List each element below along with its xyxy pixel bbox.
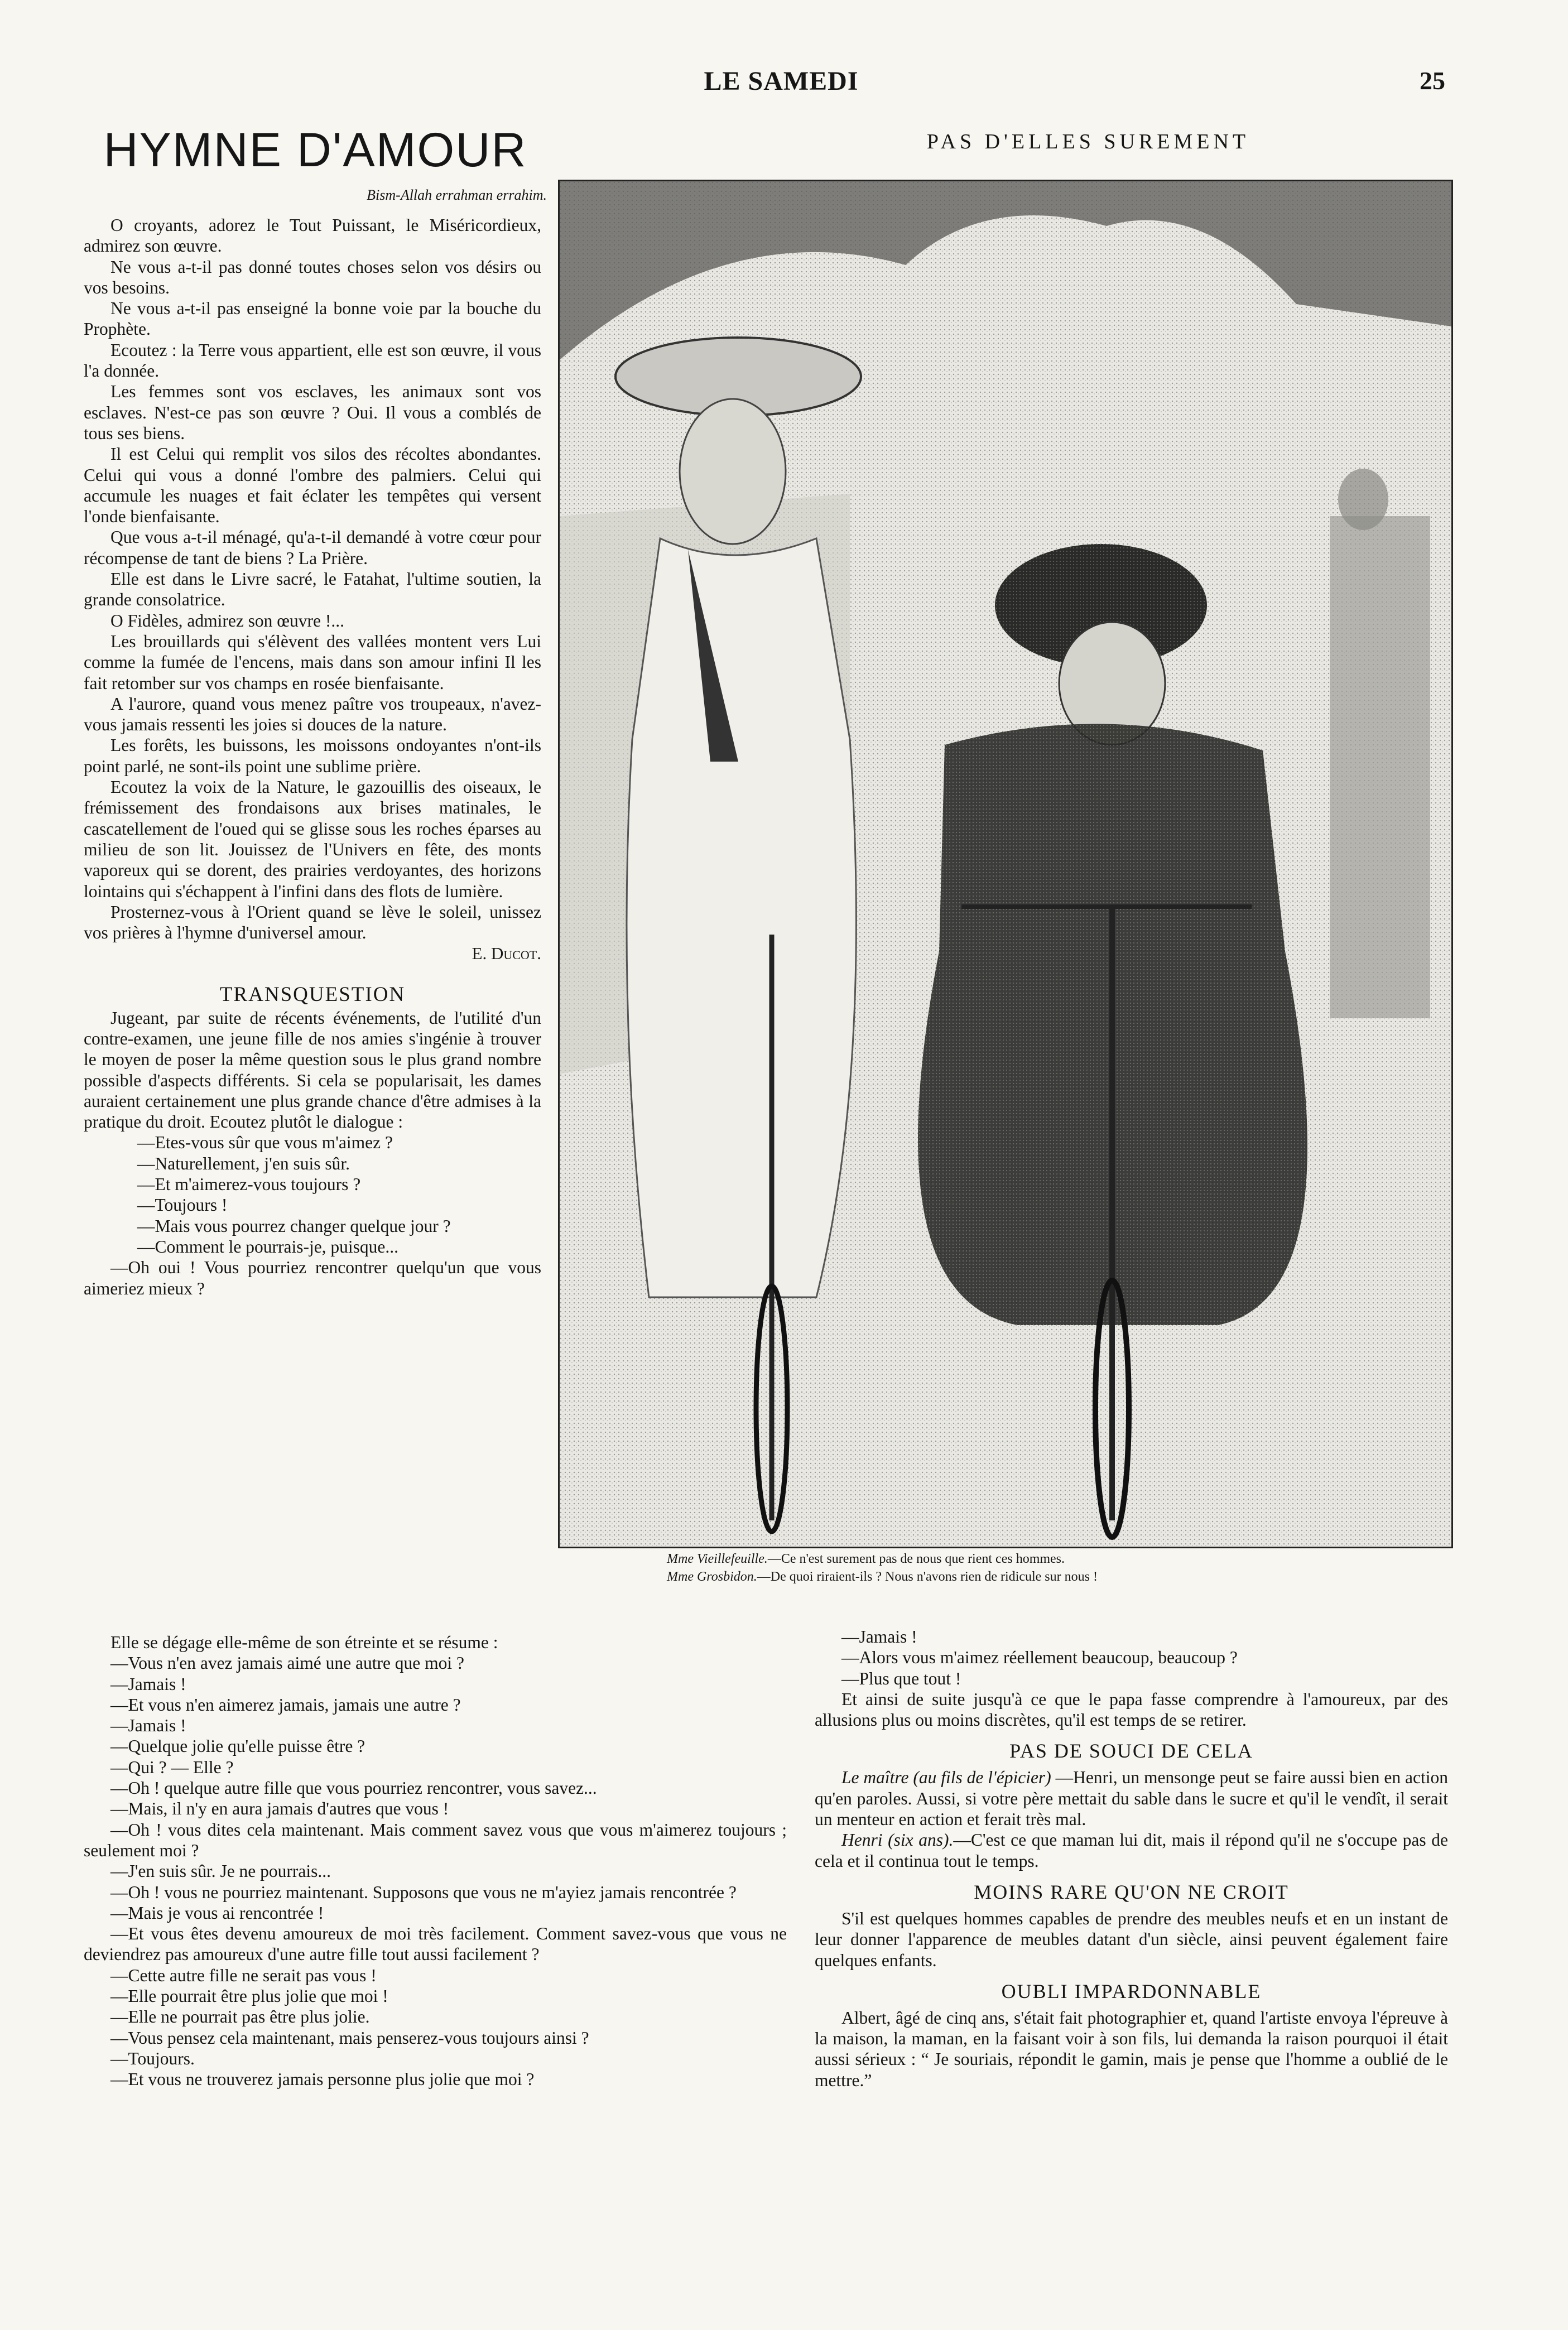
dialogue-line: —Elle pourrait être plus jolie que moi ! <box>110 1986 388 2006</box>
transquestion-title: TRANSQUESTION <box>219 983 406 1006</box>
hymn-paragraph: Ecoutez la voix de la Nature, le gazouillis des oiseaux, le frémissement des frondaisons aux brises matinales, le cascatellement de l'oued qui se glisse sous les roches éparses au milieu de son lit. Jouissez de l'Univers en fête, des monts vaporeux qui se dorent, des prairies verdoyantes, des horizons lointains qui s'échappent à l'infini dans des flots de lumière. <box>84 777 541 901</box>
dialogue-line: —Et vous n'en aimerez jamais, jamais une autre ? <box>110 1694 461 1715</box>
dialogue-line: —Mais, il n'y en aura jamais d'autres que vous ! <box>110 1799 449 1819</box>
dialogue-line: —Naturellement, j'en suis sûr. <box>137 1153 350 1173</box>
hymn-paragraph: Ne vous a-t-il pas donné toutes choses selon vos désirs ou vos besoins. <box>84 257 541 297</box>
dialogue-line: —Toujours. <box>110 2048 195 2068</box>
dialogue-line: —Mais je vous ai rencontrée ! <box>110 1903 324 1923</box>
dialogue-line: —Elle ne pourrait pas être plus jolie. <box>110 2007 370 2027</box>
dialogue-line: —Comment le pourrais-je, puisque... <box>137 1236 399 1257</box>
dialogue-line: —Jamais ! <box>110 1674 186 1694</box>
transquestion-intro: Jugeant, par suite de récents événements, de l'utilité d'un contre-examen, une jeune fille de nos amies s'ingénie à trouver le moyen de poser la même question sous le plus grand nombre possible d'aspects différents. Si cela se popularisait, les dames auraient certainement une plus grande chance d'être admises à la pratique du droit. Ecoutez plutôt le dialogue : <box>84 1008 541 1132</box>
dialogue-continuation <box>84 1632 787 2090</box>
dialogue-line: —Oh ! quelque autre fille que vous pourriez rencontrer, vous savez... <box>110 1778 597 1798</box>
dialogue-line: —Et vous ne trouverez jamais personne plus jolie que moi ? <box>110 2069 535 2090</box>
hymn-paragraph: Ne vous a-t-il pas enseigné la bonne voie par la bouche du Prophète. <box>84 299 541 339</box>
woman-1-face <box>680 399 786 544</box>
left-column <box>84 215 541 1299</box>
oubli-title: OUBLI IMPARDONNABLE <box>1001 1980 1262 2002</box>
hymn-paragraph: Il est Celui qui remplit vos silos des récoltes abondantes. Celui qui vous a donné l'ombre des palmiers. Celui qui accumule les nuages et fait éclater les tempêtes qui versent l'onde bienfaisante. <box>84 444 541 527</box>
hymn-paragraph: Elle est dans le Livre sacré, le Fatahat, l'ultime soutien, la grande consolatrice. <box>84 569 541 610</box>
moins-rare-title: MOINS RARE QU'ON NE CROIT <box>974 1880 1289 1903</box>
caption-text: —Ce n'est surement pas de nous que rient ces hommes. <box>767 1552 1065 1566</box>
moins-rare-paragraph: S'il est quelques hommes capables de prendre des meubles neufs et en un instant de leur donner l'apparence de meubles datant d'un siècle, ainsi peuvent également faire quelques enfants. <box>815 1908 1448 1970</box>
hymn-paragraph: Les brouillards qui s'élèvent des vallées montent vers Lui comme la fumée de l'encens, mais dans son amour infini Il les fait retomber sur vos champs en rosée bienfaisante. <box>84 631 541 693</box>
dialogue-line: —Cette autre fille ne serait pas vous ! <box>110 1965 377 1985</box>
caption-speaker: Mme Grosbidon. <box>667 1570 757 1584</box>
dialogue-line: —J'en suis sûr. Je ne pourrais... <box>110 1861 331 1881</box>
speaker: Le maître (au fils de l'épicier) <box>841 1768 1051 1788</box>
hymn-epigraph: Bism-Allah errahman errahim. <box>367 187 547 203</box>
caption-line <box>667 1568 1448 1586</box>
hymn-paragraph: Les forêts, les buissons, les moissons ondoyantes n'ont-ils point parlé, ne sont-ils point une sublime prière. <box>84 735 541 776</box>
page-number: 25 <box>1420 66 1445 95</box>
hymn-paragraph: Les femmes sont vos esclaves, les animaux sont vos esclaves. N'est-ce pas son œuvre ? Oui. Il vous a comblés de tous ses biens. <box>84 382 541 443</box>
dialogue-line: —Et m'aimerez-vous toujours ? <box>137 1174 361 1195</box>
hymn-paragraph: Que vous a-t-il ménagé, qu'a-t-il demandé à votre cœur pour récompense de tant de biens ? La Prière. <box>84 527 541 568</box>
pas-de-souci-paragraph <box>815 1767 1448 1830</box>
caption-line <box>667 1550 1448 1568</box>
dialogue-line: —Etes-vous sûr que vous m'aimez ? <box>137 1133 393 1153</box>
cyclists-photo <box>558 180 1453 1548</box>
hymn-paragraph: O croyants, adorez le Tout Puissant, le Miséricordieux, admirez son œuvre. <box>84 215 541 256</box>
bystander <box>1330 516 1430 1018</box>
pas-de-souci-paragraph <box>815 1830 1448 1871</box>
paragraph-text: —Henri, un mensonge peut se faire aussi bien en action qu'en paroles. Aussi, si votre père mettait du sable dans le sucre et qu'il le vendît, il serait un menteur en action et ferait très mal. <box>815 1768 1448 1830</box>
dialogue-line: —Quelque jolie qu'elle puisse être ? <box>110 1736 365 1756</box>
transquestion-dialogue <box>84 1008 541 1299</box>
hymn-signature: E. Ducot. <box>472 943 541 964</box>
pas-de-souci-title: PAS DE SOUCI DE CELA <box>1009 1740 1253 1763</box>
caption-text: —De quoi riraient-ils ? Nous n'avons rien de ridicule sur nous ! <box>757 1570 1098 1584</box>
hymn-paragraph: Ecoutez : la Terre vous appartient, elle est son œuvre, il vous l'a donnée. <box>84 340 541 381</box>
cyclists-illustration <box>560 181 1451 1547</box>
hymn-paragraph: A l'aurore, quand vous menez paître vos troupeaux, n'avez-vous jamais ressenti les joies si douces de la nature. <box>84 694 541 735</box>
dialogue-line: —Mais vous pourrez changer quelque jour ? <box>137 1216 451 1236</box>
hymn-paragraph: Prosternez-vous à l'Orient quand se lève le soleil, unissez vos prières à l'hymne d'universel amour. <box>84 902 541 943</box>
dialogue-line: —Jamais ! <box>110 1716 186 1736</box>
transquestion-outro: Et ainsi de suite jusqu'à ce que le papa fasse comprendre à l'amoureux, par des allusions plus ou moins discrètes, qu'il est temps de se retirer. <box>815 1689 1448 1730</box>
hymn-title: HYMNE D'AMOUR <box>103 123 527 177</box>
paragraph-text: —C'est ce que maman lui dit, mais il répond qu'il ne s'occupe pas de cela et il continua tout le temps. <box>815 1830 1448 1871</box>
woman-1-dress <box>627 538 856 1297</box>
dialogue-line: —Toujours ! <box>137 1195 228 1215</box>
journal-title: LE SAMEDI <box>704 66 859 96</box>
dialogue-line: —Alors vous m'aimez réellement beaucoup, beaucoup ? <box>841 1648 1238 1668</box>
photo-title: PAS D'ELLES SUREMENT <box>926 130 1250 153</box>
hymn-body <box>84 215 541 964</box>
dialogue-line: —Oh ! vous dites cela maintenant. Mais comment savez vous que vous m'aimerez toujours ; seulement moi ? <box>84 1819 787 1860</box>
dialogue-line: —Oh ! vous ne pourriez maintenant. Supposons que vous ne m'ayiez jamais rencontrée ? <box>110 1882 737 1902</box>
speaker: Henri (six ans). <box>841 1830 954 1850</box>
dialogue-line: —Vous n'en avez jamais aimé une autre que moi ? <box>110 1653 465 1673</box>
dialogue-line: —Plus que tout ! <box>841 1668 961 1688</box>
dialogue-line: —Et vous êtes devenu amoureux de moi très facilement. Comment savez-vous que vous ne deviendrez pas amoureux d'une autre fille tout aussi facilement ? <box>84 1924 787 1965</box>
right-column <box>815 1626 1448 2091</box>
oubli-paragraph: Albert, âgé de cinq ans, s'était fait photographier et, quand l'artiste envoya l'épreuve à la maison, la maman, en la faisant voir à son fils, lui demanda la raison pourquoi il était aussi sérieux : “ Je souriais, répondit le gamin, mais je pense que l'homme a oublié de le mettre.” <box>815 2008 1448 2090</box>
photo-caption <box>667 1550 1448 1586</box>
dialogue-line: —Qui ? — Elle ? <box>110 1757 234 1777</box>
caption-speaker: Mme Vieillefeuille. <box>667 1552 768 1566</box>
dialogue-line: —Jamais ! <box>841 1627 917 1647</box>
dialogue-line: Elle se dégage elle-même de son étreinte et se résume : <box>110 1633 498 1652</box>
dialogue-line: —Oh oui ! Vous pourriez rencontrer quelqu'un que vous aimeriez mieux ? <box>84 1258 541 1298</box>
dialogue-line: —Vous pensez cela maintenant, mais penserez-vous toujours ainsi ? <box>110 2028 589 2048</box>
hymn-paragraph: O Fidèles, admirez son œuvre !... <box>110 610 345 630</box>
